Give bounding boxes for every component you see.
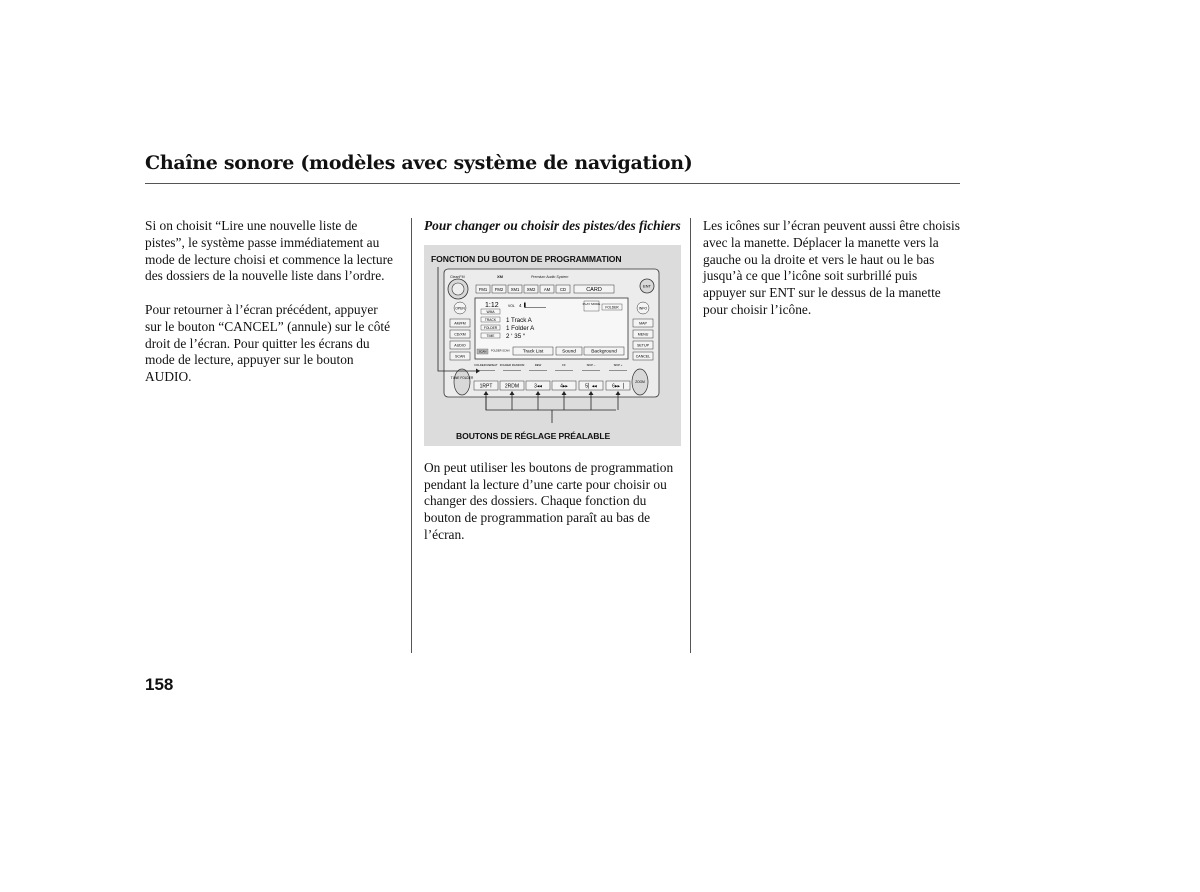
track-value: 1 Track A — [506, 316, 532, 324]
display-vol-label: VOL — [508, 303, 515, 308]
play-mode-label: PLAY MODE — [582, 301, 601, 306]
wma-label: WMA — [486, 309, 495, 314]
tune-label: TUNE FOLDER — [450, 375, 474, 380]
display-menu-button-label: Track List — [522, 349, 544, 355]
audio-unit-diagram — [424, 245, 681, 446]
right-button-label: MENU — [637, 332, 649, 337]
section-heading: Pour changer ou choisir des pistes/des fichiers — [424, 218, 681, 233]
source-button-label: CARD — [586, 286, 602, 293]
scan-label: SCAN — [478, 349, 487, 354]
ent-label: ENT — [643, 283, 651, 289]
right-button-label: INFO — [638, 306, 648, 311]
preset-button-label: 4▸▸ — [560, 383, 568, 390]
folder-label: FOLDER — [483, 325, 498, 330]
page-number: 158 — [145, 675, 174, 694]
track-label: TRACK — [484, 317, 497, 322]
column-2 — [424, 218, 682, 561]
display-vol-value: 4 — [519, 302, 522, 308]
figure-caption-bottom: BOUTONS DE RÉGLAGE PRÉALABLE — [456, 430, 611, 441]
right-button-label: MAP — [639, 321, 647, 326]
folder-value: 1 Folder A — [506, 324, 535, 332]
left-button-label: AM/FM — [454, 321, 466, 326]
source-button-label: XM1 — [510, 286, 520, 292]
source-button-label: FM2 — [494, 286, 504, 292]
preset-function-label: REW — [534, 362, 542, 367]
folder-box-label: FOLDER — [605, 305, 619, 310]
column-1 — [145, 218, 397, 403]
page-title: Chaîne sonore (modèles avec système de navigation) — [145, 152, 693, 174]
preset-button-label: 6▸▸▕ — [612, 383, 624, 390]
caselogo-text: CleanFM — [450, 274, 465, 279]
source-button-label: AM — [543, 286, 551, 292]
source-button-label: CD — [559, 286, 567, 292]
source-button-label: FM1 — [478, 286, 488, 292]
column-3 — [703, 218, 961, 336]
brand-label: XM — [497, 273, 503, 279]
left-button-label: CD/XM — [454, 332, 466, 337]
zoom-label: ZOOM — [635, 379, 645, 384]
display-menu-button-label: Background — [591, 349, 617, 355]
preset-button-label: 5▏◂◂ — [585, 383, 597, 390]
paragraph: Les icônes sur l’écran peuvent aussi être choisis avec la manette. Déplacer la manette vers la gauche ou la droite et vers le haut ou le bas jusqu’à ce que l’icône soit surbrillé puis appuyer sur ENT sur le dessus de la manette pour choisir l’icône. — [703, 218, 960, 317]
display-time: 1:12 — [485, 301, 499, 309]
column-divider — [690, 218, 691, 653]
paragraph: Pour retourner à l’écran précédent, appuyer sur le bouton “CANCEL” (annule) sur le côté droit de l’écran. Pour quitter les écrans du mode de lecture, appuyer sur le bouton AUDIO. — [145, 301, 391, 385]
volume-bar — [524, 302, 526, 307]
preset-function-label: FOLDER RANDOM — [499, 362, 525, 367]
preset-button-label: 3◂◂ — [534, 383, 542, 390]
right-button-label: CANCEL — [635, 354, 651, 359]
source-button-label: XM2 — [526, 286, 536, 292]
tune-knob-icon — [454, 369, 470, 395]
folder-scan-label: FOLDER SCAN — [491, 349, 510, 353]
preset-function-label: FF — [562, 362, 566, 367]
left-button-label: OPEN — [455, 306, 465, 311]
left-button-label: AUDIO — [454, 343, 466, 348]
title-rule — [145, 183, 960, 184]
system-name: Premium Audio System — [531, 274, 569, 279]
figure-caption-top: FONCTION DU BOUTON DE PROGRAMMATION — [431, 253, 622, 264]
paragraph: On peut utiliser les boutons de programmation pendant la lecture d’une carte pour choisir ou changer des dossiers. Chaque fonction du bouton de programmation paraît au bas de l’écran. — [424, 459, 674, 542]
preset-button-label: 1RPT — [479, 383, 493, 390]
right-button-label: SETUP — [637, 343, 649, 348]
source-buttons — [476, 285, 614, 293]
preset-buttons — [474, 381, 630, 390]
display-menu-buttons — [513, 347, 624, 355]
preset-function-label: FOLDER REPEAT — [474, 362, 498, 367]
preset-button-label: 2RDM — [504, 383, 520, 390]
preset-function-label: SKIP – — [586, 362, 596, 367]
time-label: TIME — [486, 333, 495, 338]
paragraph: Si on choisit “Lire une nouvelle liste de pistes”, le système passe immédiatement au mode de lecture choisi et commence la lecture des dossiers de la nouvelle liste dans l’ordre. — [145, 218, 393, 284]
time-value: 2 ‘ 35 “ — [506, 332, 525, 340]
audio-unit-figure — [424, 245, 681, 446]
column-divider — [411, 218, 412, 653]
preset-function-label: SKIP + — [613, 362, 623, 367]
left-button-label: SCAN — [455, 354, 465, 359]
display-menu-button-label: Sound — [562, 349, 576, 355]
